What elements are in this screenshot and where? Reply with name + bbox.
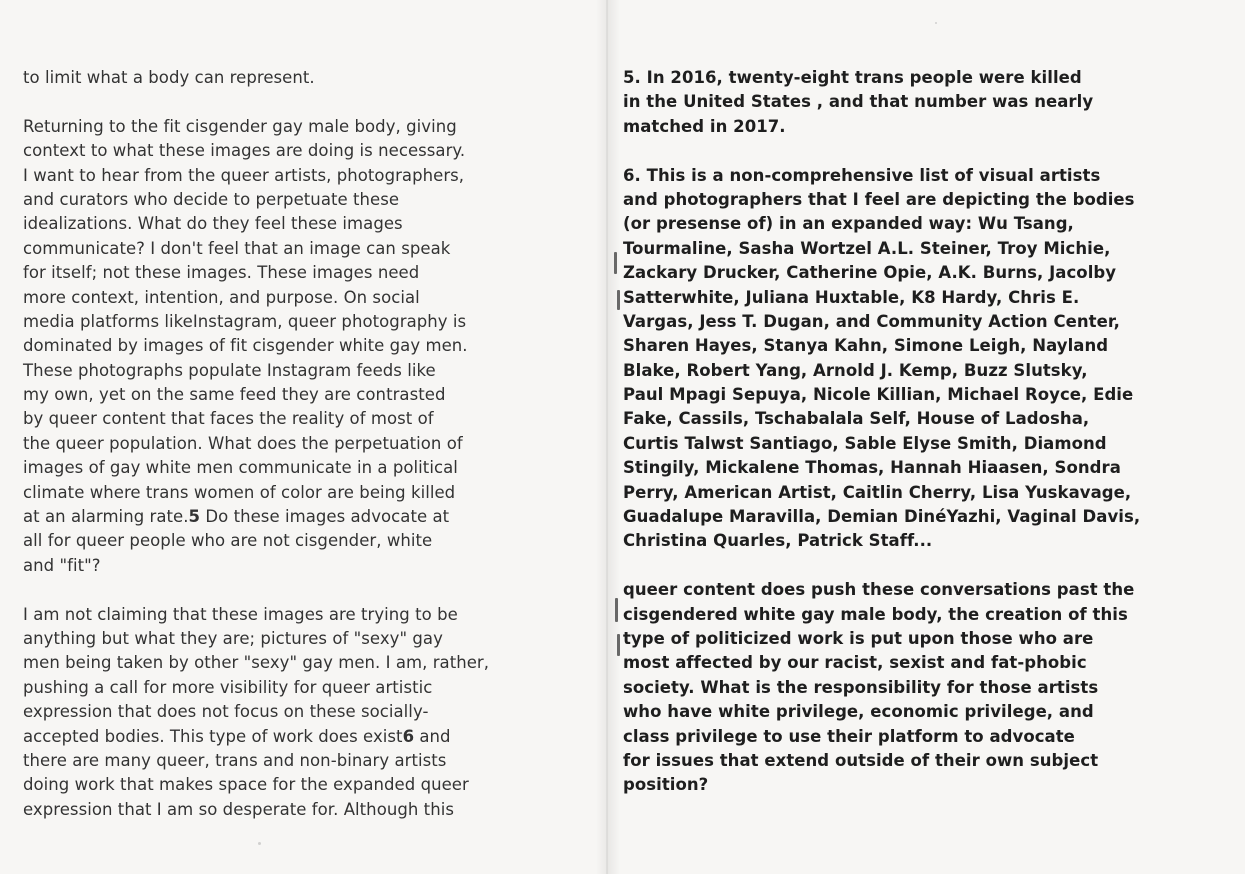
text-line: 6. This is a non-comprehensive list of visual artists xyxy=(623,165,1101,185)
footnote-marker-6[interactable]: 6 xyxy=(402,726,415,746)
text-line: Vargas, Jess T. Dugan, and Community Action Center, xyxy=(623,311,1120,331)
text-line: Returning to the fit cisgender gay male body, giving xyxy=(23,116,457,136)
left-page-text xyxy=(23,66,583,822)
text-line: Curtis Talwst Santiago, Sable Elyse Smith, Diamond xyxy=(623,433,1107,453)
continuation-paragraph xyxy=(623,578,1203,798)
text-line: (or presense of) in an expanded way: Wu Tsang, xyxy=(623,214,1074,234)
scan-mark xyxy=(617,634,620,656)
text-line: I am not claiming that these images are trying to be xyxy=(23,604,458,624)
text-line: images of gay white men communicate in a political xyxy=(23,458,458,478)
text-line: men being taken by other "sexy" gay men. I am, rather, xyxy=(23,653,490,673)
text-line: doing work that makes space for the expanded queer xyxy=(23,775,469,795)
text-line: cisgendered white gay male body, the creation of this xyxy=(623,604,1128,624)
text-line: for itself; not these images. These images need xyxy=(23,263,420,283)
text-line: Paul Mpagi Sepuya, Nicole Killian, Michael Royce, Edie xyxy=(623,385,1134,405)
text-line: pushing a call for more visibility for queer artistic xyxy=(23,677,433,697)
text-line: and "fit"? xyxy=(23,555,101,575)
footnote-6 xyxy=(623,164,1203,554)
text-line: 5. In 2016, twenty-eight trans people were killed xyxy=(623,68,1082,87)
scan-mark xyxy=(614,252,617,274)
text-line: my own, yet on the same feed they are contrasted xyxy=(23,385,446,405)
text-line: type of politicized work is put upon those who are xyxy=(623,628,1094,648)
text-line: context to what these images are doing is necessary. xyxy=(23,141,466,161)
scan-speck xyxy=(935,22,937,24)
text-line: Satterwhite, Juliana Huxtable, K8 Hardy, Chris E. xyxy=(623,287,1080,307)
text-line: for issues that extend outside of their own subject xyxy=(623,750,1099,770)
text-line: to limit what a body can represent. xyxy=(23,68,315,87)
text-line: communicate? I don't feel that an image can speak xyxy=(23,238,451,258)
text-line: expression that I am so desperate for. Although this xyxy=(23,799,454,819)
text-line: Zackary Drucker, Catherine Opie, A.K. Burns, Jacolby xyxy=(623,263,1117,283)
text-line: the queer population. What does the perpetuation of xyxy=(23,433,463,453)
text-line: Perry, American Artist, Caitlin Cherry, Lisa Yuskavage, xyxy=(623,482,1132,502)
text-line: all for queer people who are not cisgender, white xyxy=(23,531,433,551)
text-line: expression that does not focus on these socially- xyxy=(23,702,429,722)
text-line: anything but what they are; pictures of "sexy" gay xyxy=(23,628,443,648)
text-fragment: accepted bodies. This type of work does exist xyxy=(23,726,403,746)
text-line: and curators who decide to perpetuate these xyxy=(23,189,400,209)
text-line xyxy=(23,505,583,529)
text-line: Sharen Hayes, Stanya Kahn, Simone Leigh, Nayland xyxy=(623,336,1109,356)
scan-speck xyxy=(258,842,261,845)
text-line: more context, intention, and purpose. On social xyxy=(23,287,420,307)
text-line xyxy=(23,725,583,749)
text-line: who have white privilege, economic privilege, and xyxy=(623,702,1094,722)
text-fragment: at an alarming rate. xyxy=(23,507,189,527)
text-line: Fake, Cassils, Tschabalala Self, House of Ladosha, xyxy=(623,409,1090,429)
footnote-marker-5[interactable]: 5 xyxy=(188,507,201,527)
text-line: Blake, Robert Yang, Arnold J. Kemp, Buzz Slutsky, xyxy=(623,360,1088,380)
text-line: I want to hear from the queer artists, photographers, xyxy=(23,165,465,185)
text-line: position? xyxy=(623,775,709,795)
text-line: Christina Quarles, Patrick Staff... xyxy=(623,531,933,551)
text-line: Tourmaline, Sasha Wortzel A.L. Steiner, Troy Michie, xyxy=(623,238,1111,258)
text-line: climate where trans women of color are being killed xyxy=(23,482,456,502)
text-line: by queer content that faces the reality of most of xyxy=(23,409,434,429)
text-line: there are many queer, trans and non-binary artists xyxy=(23,750,447,770)
text-line: queer content does push these conversations past the xyxy=(623,580,1135,600)
text-fragment: and xyxy=(414,726,451,746)
text-line: idealizations. What do they feel these images xyxy=(23,214,403,234)
text-line: Guadalupe Maravilla, Demian DinéYazhi, Vaginal Davis, xyxy=(623,507,1141,527)
text-line: in the United States , and that number was nearly xyxy=(623,92,1094,112)
gutter-fold xyxy=(606,0,608,874)
text-line: class privilege to use their platform to advocate xyxy=(623,726,1075,746)
text-line: most affected by our racist, sexist and fat-phobic xyxy=(623,653,1087,673)
text-line: media platforms likeInstagram, queer photography is xyxy=(23,311,467,331)
right-page-text xyxy=(623,66,1203,798)
text-line: dominated by images of fit cisgender white gay men. xyxy=(23,336,468,356)
text-line: matched in 2017. xyxy=(623,116,786,136)
text-line: These photographs populate Instagram feeds like xyxy=(23,360,436,380)
scan-mark xyxy=(615,598,618,622)
text-fragment: Do these images advocate at xyxy=(200,507,450,527)
text-line: Stingily, Mickalene Thomas, Hannah Hiaasen, Sondra xyxy=(623,458,1121,478)
scan-mark xyxy=(617,290,620,310)
text-line: and photographers that I feel are depicting the bodies xyxy=(623,189,1135,209)
footnote-5 xyxy=(623,66,1203,139)
text-line: society. What is the responsibility for those artists xyxy=(623,677,1099,697)
